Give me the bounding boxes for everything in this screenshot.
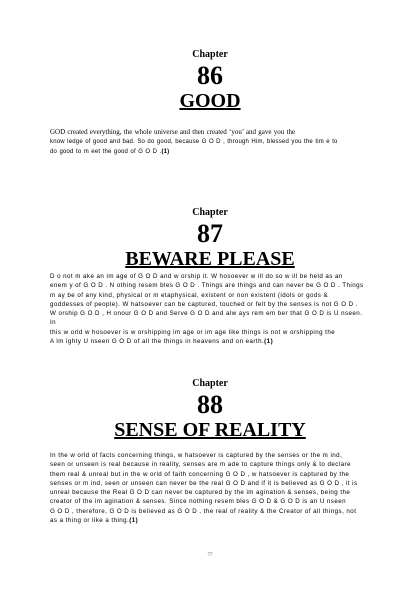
text-line-last — [50, 516, 370, 525]
chapter-number: 88 — [197, 390, 223, 419]
text-line: know ledge of good and bad. So do good, because G O D , through Him, blessed you the tim e to — [50, 139, 338, 145]
text-line: W orship G O D , H onour G O D and Serve G O D and alw ays rem em ber that G O D is U nseen. In — [50, 310, 363, 327]
chapter-86-body — [50, 127, 370, 157]
text-line: m ay be of any kind, physical or m etaphysical, existent or non existent (idols or gods & — [50, 291, 329, 299]
text-line: do good to m eet the good of G O D . — [50, 149, 162, 155]
chapter-number: 86 — [197, 61, 223, 90]
text-line: D o not m ake an im age of G O D and w orship it. W hosoever w ill do so w ill be held as an — [50, 273, 343, 280]
reference-marker: (1) — [161, 149, 170, 155]
text-line: this w orld w hosoever is w orshipping im age or im age like things is not w orshipping the — [50, 328, 336, 336]
text-line: goddesses of people). W hatsoever can be captured, touched or felt by the senses is not G O D . — [50, 300, 358, 308]
chapter-86-heading — [0, 49, 420, 112]
text-line-last — [50, 337, 370, 346]
reference-marker: (1) — [264, 338, 274, 346]
page-number: 77 — [207, 553, 213, 558]
text-line: as a thing or like a thing. — [50, 517, 130, 525]
chapter-88-body — [50, 451, 370, 525]
text-line: creator of the im agination & senses. Since nothing resem bles G O D & G O D is an U nseen — [50, 498, 347, 506]
reference-marker: (1) — [129, 517, 139, 525]
text-line: In the w orld of facts concerning things, w hatsoever is captured by the senses or the m ind, — [50, 452, 343, 459]
text-line: G O D , therefore, G O D is believed as G O D , the real of reality & the Creator of all things, not — [50, 507, 357, 515]
text-line-last — [50, 147, 370, 157]
text-line: unreal because the Real G O D can never be captured by the im agination & senses, being the — [50, 489, 351, 497]
text-line: them real & unreal but in the w orld of faith concerning G O D , w hatsoever is captured by the — [50, 470, 350, 478]
chapter-88-heading — [0, 378, 420, 441]
text-line: A lm ighty U nseen G O D of all the things in heavens and on earth. — [50, 338, 265, 346]
text-line: enem y of G O D . N othing resem bles G O D . Things are things and can never be G O D . Things — [50, 282, 364, 290]
chapter-87-heading — [0, 207, 420, 270]
chapter-title: SENSE OF REALITY — [114, 419, 306, 441]
chapter-number: 87 — [197, 219, 223, 248]
chapter-label: Chapter — [192, 207, 228, 218]
text-line: senses or m ind, seen or unseen can never be the real G O D and if it is believed as G O D , it is — [50, 479, 358, 487]
chapter-87-body — [50, 272, 370, 346]
chapter-title: GOOD — [179, 90, 241, 112]
chapter-label: Chapter — [192, 49, 228, 60]
text-line: GOD created everything, the whole universe and then created ‘you’ and gave you the — [50, 128, 296, 136]
chapter-title: BEWARE PLEASE — [125, 248, 295, 270]
text-line: seen or unseen is real because in reality, senses are m ade to capture things only & to declare — [50, 461, 351, 469]
chapter-label: Chapter — [192, 378, 228, 389]
